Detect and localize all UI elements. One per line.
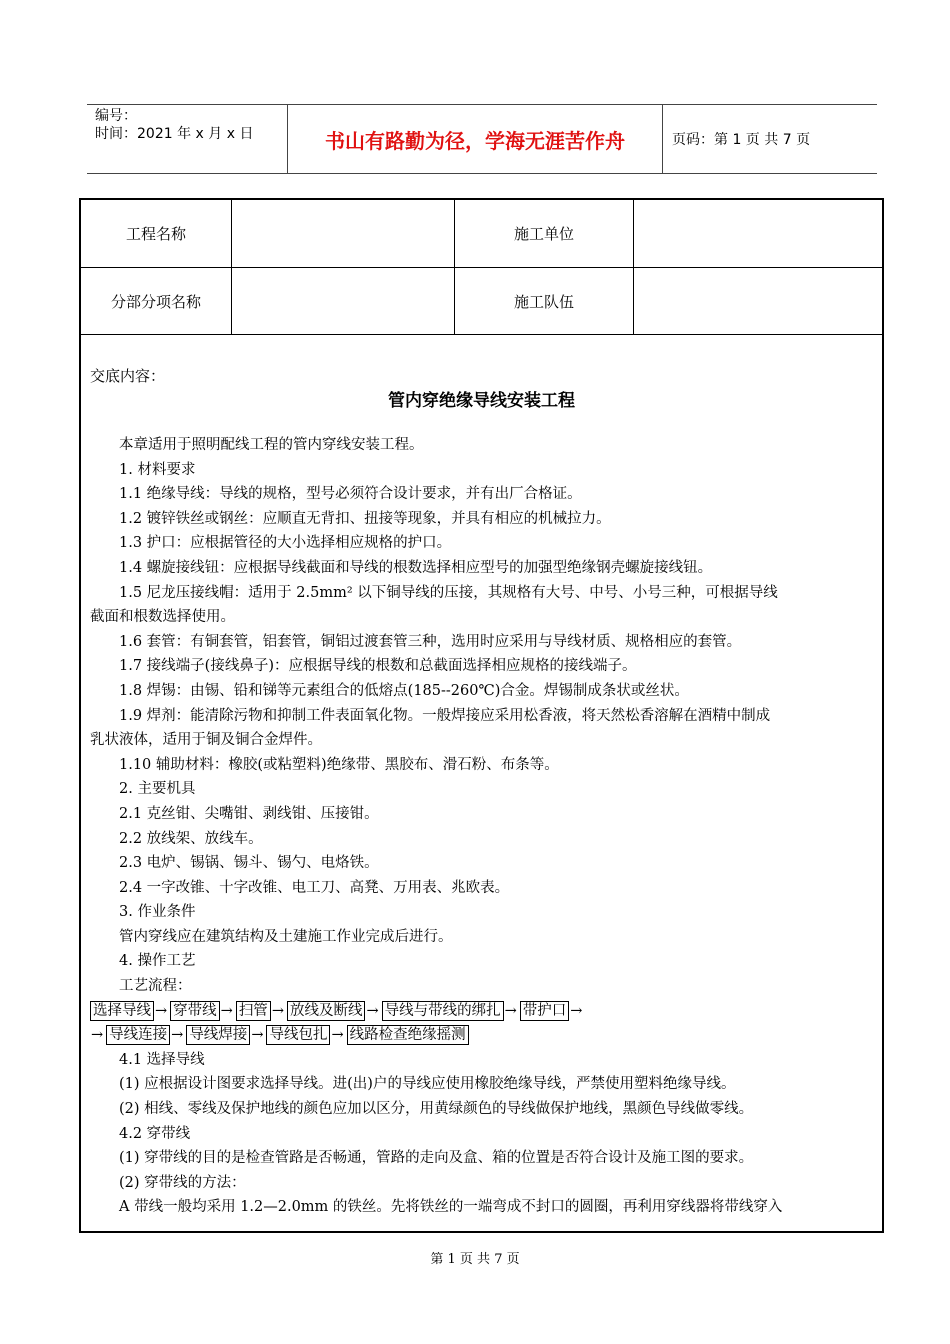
text-line: 1.2 镀锌铁丝或钢丝：应顺直无背扣、扭接等现象，并具有相应的机械拉力。 <box>119 510 611 527</box>
text-line: 3. 作业条件 <box>119 904 196 921</box>
text-line: (2) 相线、零线及保护地线的颜色应加以区分，用黄绿颜色的导线做保护地线，黑颜色导线做零线。 <box>119 1101 754 1118</box>
page-footer: 第 1 页 共 7 页 <box>430 1252 520 1267</box>
header-divider <box>287 105 288 173</box>
text-line: (1) 穿带线的目的是检查管路是否畅通，管路的走向及盒、箱的位置是否符合设计及施工图的要求。 <box>119 1150 754 1167</box>
text-line: (2) 穿带线的方法： <box>119 1174 246 1191</box>
page-info: 页码：第 1 页 共 7 页 <box>672 132 811 148</box>
flow-step: 导线连接 <box>106 1025 170 1045</box>
text-line: 1.8 焊锡：由锡、铅和锑等元素组合的低熔点(185--260℃)合金。焊锡制成条状或丝状。 <box>119 682 689 699</box>
text-line: 1. 材料要求 <box>119 461 196 478</box>
text-line: 1.6 套管：有铜套管，铝套管，铜铝过渡套管三种，选用时应采用与导线材质、规格相应的套管。 <box>119 633 742 650</box>
content-body <box>90 433 876 1220</box>
flow-step: 选择导线 <box>90 1001 154 1021</box>
flow-step: 线路检查绝缘摇测 <box>347 1025 469 1045</box>
text-line: 4.1 选择导线 <box>119 1051 205 1068</box>
text-line: 1.5 尼龙压接线帽：适用于 2.5mm² 以下铜导线的压接，其规格有大号、中号、小号三种，可根据导线 <box>119 584 778 601</box>
text-line: (1) 应根据设计图要求选择导线。进(出)户的导线应使用橡胶绝缘导线，严禁使用塑料绝缘导线。 <box>119 1076 736 1093</box>
header-motto: 书山有路勤为径，学海无涯苦作舟 <box>325 128 625 153</box>
flow-step: 穿带线 <box>170 1001 220 1021</box>
header-meta <box>95 107 253 143</box>
flow-arrow-icon: → <box>171 1027 184 1044</box>
text-line: 工艺流程： <box>119 978 192 995</box>
team-value <box>634 268 882 334</box>
flow-arrow-icon: → <box>366 1002 379 1019</box>
table-row <box>81 268 882 335</box>
text-line: 1.10 辅助材料：橡胶(或粘塑料)绝缘带、黑胶布、滑石粉、布条等。 <box>119 756 559 773</box>
intro-label: 交底内容： <box>90 367 166 385</box>
text-line: 1.9 焊剂：能清除污物和抑制工件表面氧化物。一般焊接应采用松香液，将天然松香溶解在酒精中制成 <box>119 707 771 724</box>
header-divider <box>662 105 663 173</box>
flow-step: 导线与带线的绑扎 <box>382 1001 504 1021</box>
flow-arrow-icon: → <box>251 1027 264 1044</box>
text-line: 1.3 护口：应根据管径的大小选择相应规格的护口。 <box>119 535 452 552</box>
flow-arrow-icon: → <box>220 1002 233 1019</box>
subitem-value <box>232 268 454 334</box>
flow-arrow-icon: → <box>91 1027 104 1044</box>
text-line: 4.2 穿带线 <box>119 1125 191 1142</box>
text-line: 乳状液体，适用于铜及铜合金焊件。 <box>90 732 322 749</box>
flow-arrow-icon: → <box>271 1002 284 1019</box>
text-line: 截面和根数选择使用。 <box>90 609 235 626</box>
project-name-label: 工程名称 <box>125 225 186 243</box>
flow-arrow-icon: → <box>504 1002 517 1019</box>
flow-step: 带护口 <box>520 1001 570 1021</box>
text-line: 管内穿线应在建筑结构及土建施工作业完成后进行。 <box>119 928 453 945</box>
disclosure-table <box>79 198 884 1233</box>
text-line: 2.3 电炉、锡锅、锡斗、锡勺、电烙铁。 <box>119 855 379 872</box>
contractor-label: 施工单位 <box>513 225 574 243</box>
document-header <box>87 104 877 174</box>
text-line: 2.4 一字改锥、十字改锥、电工刀、高凳、万用表、兆欧表。 <box>119 879 510 896</box>
process-flow-row <box>90 1023 876 1048</box>
time-label: 时间：2021 年 x 月 x 日 <box>95 126 254 142</box>
contractor-value <box>634 200 882 267</box>
flow-step: 扫管 <box>236 1001 271 1021</box>
subitem-label: 分部分项名称 <box>110 292 201 311</box>
text-line: A 带线一般均采用 1.2—2.0mm 的铁丝。先将铁丝的一端弯成不封口的圆圈，再利用穿线器将带线穿入 <box>119 1199 783 1216</box>
project-name-value <box>232 200 454 267</box>
text-line: 1.7 接线端子(接线鼻子)：应根据导线的根数和总截面选择相应规格的接线端子。 <box>119 658 637 675</box>
text-line: 2.1 克丝钳、尖嘴钳、剥线钳、压接钳。 <box>119 805 379 822</box>
process-flow-row <box>90 999 876 1024</box>
flow-arrow-icon: → <box>331 1027 344 1044</box>
text-line: 2. 主要机具 <box>119 781 196 798</box>
text-line: 1.1 绝缘导线：导线的规格，型号必须符合设计要求，并有出厂合格证。 <box>119 486 582 503</box>
text-line: 2.2 放线架、放线车。 <box>119 830 263 847</box>
text-line: 本章适用于照明配线工程的管内穿线安装工程。 <box>119 437 424 453</box>
section-title: 管内穿绝缘导线安装工程 <box>388 391 575 411</box>
flow-step: 放线及断线 <box>287 1001 366 1021</box>
flow-arrow-icon: → <box>155 1002 168 1019</box>
flow-step: 导线包扎 <box>266 1025 330 1045</box>
disclosure-content <box>81 335 882 1231</box>
text-line: 4. 操作工艺 <box>119 953 196 970</box>
flow-step: 导线焊接 <box>186 1025 250 1045</box>
text-line: 1.4 螺旋接线钮：应根据导线截面和导线的根数选择相应型号的加强型绝缘钢壳螺旋接线钮。 <box>119 559 713 576</box>
number-label: 编号： <box>95 108 137 124</box>
table-row <box>81 200 882 268</box>
flow-arrow-icon: → <box>570 1002 583 1019</box>
team-label: 施工队伍 <box>513 292 574 311</box>
